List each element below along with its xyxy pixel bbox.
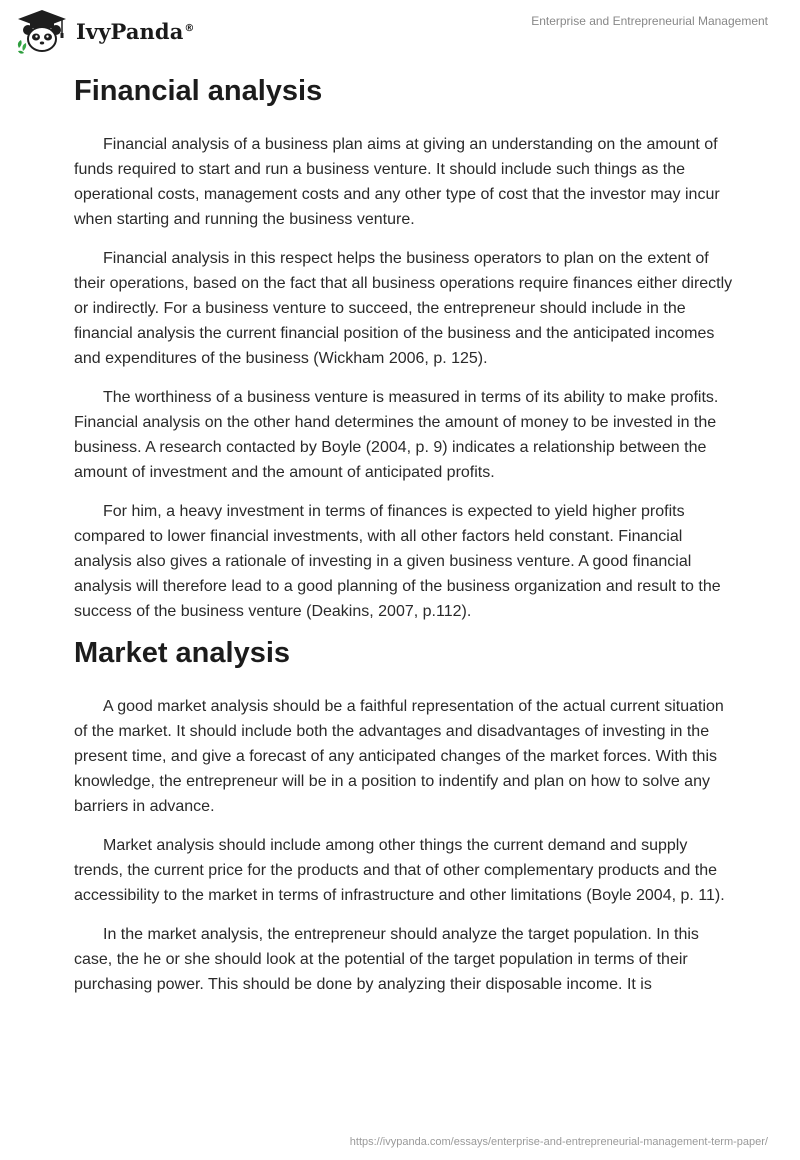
essay-content [74, 66, 734, 1011]
paragraph: In the market analysis, the entrepreneur should analyze the target population. In this case, the he or she should look at the potential of the target population in terms of their purchasing power. This should be done by analyzing their disposable income. It is [74, 925, 699, 993]
paragraph: The worthiness of a business venture is measured in terms of its ability to make profits. Financial analysis on the other hand determines the amount of money to be invested in the business. A research contacted by Boyle (2004, p. 9) indicates a relationship between the amount of investment and the amount of anticipated profits. [74, 388, 719, 481]
paragraph: Financial analysis of a business plan aims at giving an understanding on the amount of funds required to start and run a business venture. It should include such things as the operational costs, management costs and any other type of cost that the investor may incur when starting and running the business venture. [74, 135, 720, 228]
document-title: Enterprise and Entrepreneurial Management [531, 14, 768, 28]
page-header [0, 0, 800, 60]
logo-wordmark: IvyPanda® [76, 18, 195, 44]
paragraph: For him, a heavy investment in terms of finances is expected to yield higher profits compared to lower financial investments, with all other factors held constant. Financial analysis also gives a rationale of investing in a given business venture. A good financial analysis will therefore lead to a good planning of the business organization and result to the success of the business venture (Deakins, 2007, p.112). [74, 502, 721, 620]
panda-graduate-icon [14, 8, 70, 54]
paragraph: A good market analysis should be a faithful representation of the actual current situation of the market. It should include both the advantages and disadvantages of investing in the present time, and give a forecast of any anticipated changes of the market forces. With this knowledge, the entrepreneur will be in a position to indentify and plan on how to solve any barriers in advance. [74, 697, 724, 815]
paragraph: Market analysis should include among other things the current demand and supply trends, the current price for the products and that of other complementary products and the accessibility to the market in terms of infrastructure and other limitations (Boyle 2004, p. 11). [74, 836, 725, 904]
section-heading-market-analysis: Market analysis [74, 636, 291, 669]
registered-mark: ® [184, 22, 195, 34]
section-heading-financial-analysis: Financial analysis [74, 75, 323, 107]
source-url[interactable]: https://ivypanda.com/essays/enterprise-and-entrepreneurial-management-term-paper/ [349, 1136, 768, 1148]
paragraph: Financial analysis in this respect helps the business operators to plan on the extent of their operations, based on the fact that all business operations require finances either directly or indirectly. For a business venture to succeed, the entrepreneur should include in the financial analysis the current financial position of the business and the anticipated incomes and expenditures of the business (Wickham 2006, p. 125). [74, 249, 733, 367]
ivypanda-logo[interactable] [14, 8, 195, 54]
